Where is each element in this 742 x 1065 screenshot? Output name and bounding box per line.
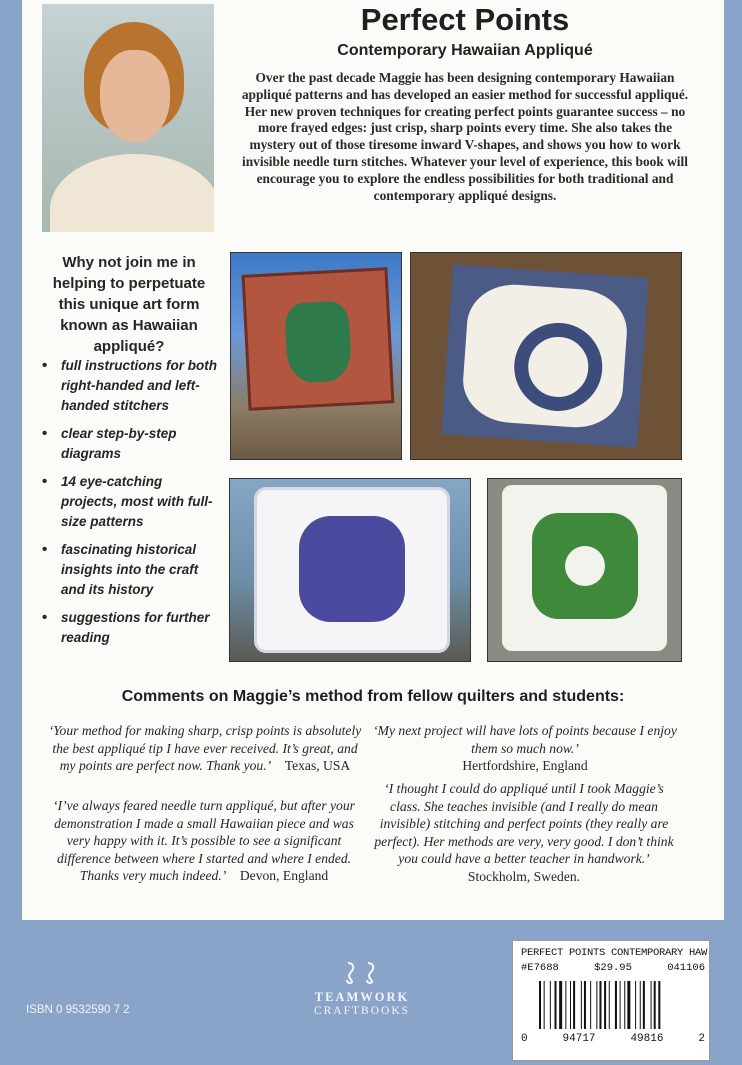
list-item: • 14 eye-catching projects, most with full-size patterns (40, 472, 220, 532)
testimonial-source: Devon, England (239, 868, 329, 884)
testimonial (372, 722, 678, 775)
quilt-photo-blue-wreath (410, 252, 682, 460)
testimonial (368, 780, 680, 886)
barcode-digit-group: 94717 (562, 1033, 596, 1045)
publisher-name: TEAMWORK (314, 990, 410, 1004)
comments-heading: Comments on Maggie’s method from fellow quilters and students: (121, 688, 625, 705)
quilt-photo-purple-pillow (229, 478, 471, 662)
list-item: • suggestions for further reading (40, 608, 220, 648)
list-item: • full instructions for both right-handed and left-handed stitchers (40, 356, 220, 416)
book-title: Perfect Points (360, 2, 570, 37)
testimonial-source: Hertfordshire, England (462, 758, 588, 774)
barcode-digit-group: 49816 (630, 1033, 664, 1045)
testimonial-text: ‘I thought I could do appliqué until I took Maggie’s class. She teaches invisible (and I really do mean invisible) stitching and perfect points (they really are perfect). Her methods are very, very good. I don’t think you could have a better teacher in handwork.’ (374, 781, 674, 867)
list-item: • clear step-by-step diagrams (40, 424, 220, 464)
invitation-text: Why not join me in helping to perpetuate this unique art form known as Hawaiian appliqué? (52, 254, 206, 355)
publisher-imprint: CRAFTBOOKS (313, 1005, 411, 1017)
quilt-photo-green-pillow (487, 478, 682, 662)
price-sticker (512, 940, 710, 1061)
sticker-code: #E7688 (521, 962, 559, 974)
testimonial-text: ‘I’ve always feared needle turn appliqué, but after your demonstration I made a small Hawaiian piece and was very happy with it. It’s possible to see a significant difference between where I started and where I ended. Thanks very much indeed.’ (53, 798, 355, 884)
barcode-digit-group: 0 (521, 1033, 528, 1045)
list-item: • fascinating historical insights into the craft and its history (40, 540, 220, 600)
author-portrait (42, 4, 214, 232)
sticker-date: 041106 (667, 962, 705, 974)
sticker-price: $29.95 (594, 962, 632, 974)
feature-list (40, 356, 220, 656)
testimonial-text: ‘Your method for making sharp, crisp points is absolutely the best appliqué tip I have ever received. It’s great, and my points are perfect now. Thank you.’ (48, 723, 362, 774)
testimonial (44, 797, 364, 885)
testimonial-text: ‘My next project will have lots of points because I enjoy them so much now.’ (373, 723, 677, 756)
testimonial-source: Stockholm, Sweden. (467, 868, 581, 884)
barcode (537, 981, 697, 1029)
intro-paragraph: Over the past decade Maggie has been designing contemporary Hawaiian appliqué patterns and has developed an easier method for successful appliqué. Her new proven techniques for creating perfect points guarantee success – no more frayed edges: just crisp, sharp points every time. She also takes the mystery out of those tiresome inward V-shapes, and shows you how to work invisible needle turn stitches. Whatever your level of experience, this book will encourage you to explore the endless possibilities for both traditional and contemporary appliqué designs. (241, 70, 689, 203)
quilt-photo-red-pillow (230, 252, 402, 460)
book-subtitle: Contemporary Hawaiian Appliqué (337, 42, 593, 59)
barcode-digit-group: 2 (698, 1033, 705, 1045)
isbn-number: ISBN 0 9532590 7 2 (26, 1004, 130, 1016)
sticker-title: PERFECT POINTS CONTEMPORARY HAW (521, 947, 708, 959)
testimonial-source: Texas, USA (284, 758, 351, 774)
seahorse-icon (338, 960, 386, 986)
testimonial (46, 722, 364, 775)
